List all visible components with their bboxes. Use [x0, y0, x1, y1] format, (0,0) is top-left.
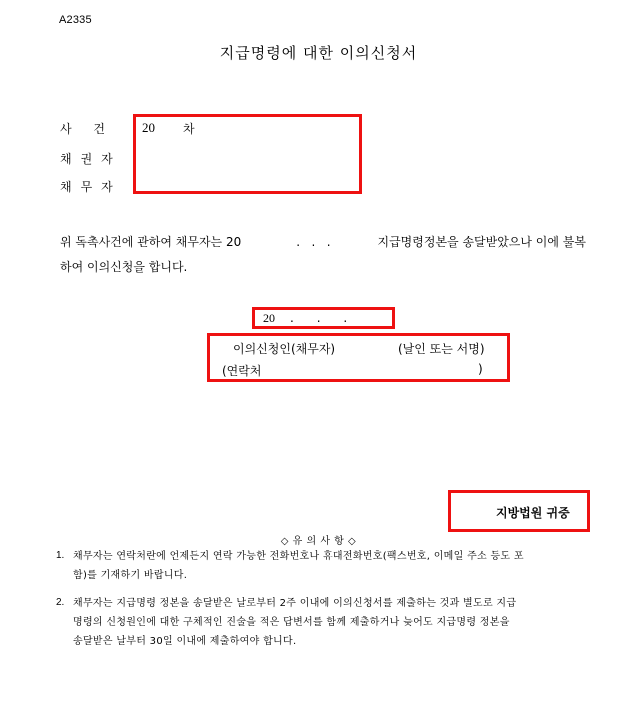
note-2-line3: 송달받은 날부터 30일 이내에 제출하여야 합니다. [73, 636, 297, 647]
case-suffix: 차 [183, 122, 195, 136]
note-2-number: 2. [56, 597, 65, 608]
document-title: 지급명령에 대한 이의신청서 [219, 44, 418, 62]
note-1-line2: 함)를 기재하기 바랍니다. [73, 570, 188, 581]
applicant-label: 이의신청인(채무자) [233, 342, 336, 356]
date-dots: . . . [290, 311, 348, 325]
note-2-line1: 채무자는 지급명령 정본을 송달받은 날로부터 2주 이내에 이의신청서를 제출하는 것과 별도로 지급 [73, 598, 517, 609]
note-2 [73, 594, 585, 651]
notes-heading: ◇ 유 의 사 항 ◇ [280, 536, 357, 547]
note-1 [73, 547, 585, 585]
creditor-label: 채권자 [60, 152, 122, 166]
statement-line2: 하여 이의신청을 합니다. [60, 260, 188, 274]
contact-label: (연락처 [222, 364, 262, 378]
court-addressee: 지방법원 귀중 [496, 506, 570, 520]
case-year: 20 [142, 120, 155, 135]
date-year: 20 [263, 311, 275, 325]
statement-line1-a: 위 독촉사건에 관하여 채무자는 20 [60, 235, 242, 249]
case-info-box[interactable] [133, 114, 362, 194]
contact-close: ) [478, 362, 483, 376]
note-2-line2: 명령의 신청원인에 대한 구체적인 진술을 적은 답변서를 함께 제출하거나 늦어도 지급명령 정본을 [73, 617, 510, 628]
note-1-line1: 채무자는 연락처란에 언제든지 연락 가능한 전화번호나 휴대전화번호(팩스번호, 이메일 주소 등도 포 [73, 551, 524, 562]
document-code: A2335 [59, 14, 92, 26]
case-label: 사 건 [60, 122, 114, 136]
statement-line1-b: 지급명령정본을 송달받았으나 이에 불복 [377, 235, 586, 249]
statement-paragraph [60, 230, 586, 280]
statement-date-dots: . . . [296, 235, 331, 249]
seal-label: (날인 또는 서명) [398, 342, 485, 356]
note-1-number: 1. [56, 550, 65, 561]
debtor-label: 채무자 [60, 180, 122, 194]
